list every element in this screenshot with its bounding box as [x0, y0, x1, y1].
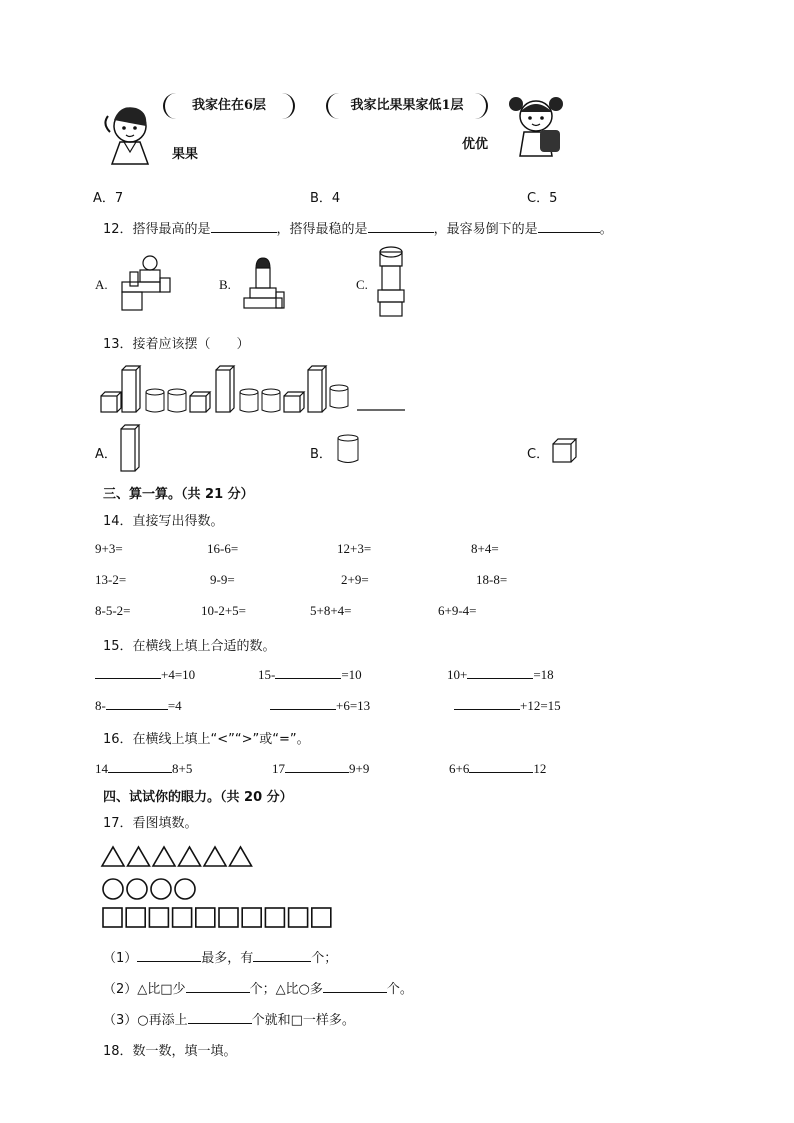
q12-text-b: ，搭得最稳的是 [276, 222, 368, 237]
bubble-right-text: 我家比果果家低1层 [350, 98, 464, 113]
q16-a-right: 8+5 [172, 761, 193, 776]
circle-shape [151, 879, 171, 899]
q16-c-right: 12 [533, 761, 547, 776]
q13-option-b-label: B． [310, 447, 332, 462]
q17-title: 17．看图填数。 [103, 816, 198, 831]
q14-r3-c3: 5+8+4= [310, 603, 352, 618]
q14-r1-c3: 12+3= [337, 541, 372, 556]
q17-p1-blank-1[interactable] [137, 949, 201, 962]
triangle-shape [204, 847, 226, 866]
q15-e-blank[interactable] [270, 697, 336, 710]
q14-r3-c2: 10-2+5= [201, 603, 246, 618]
q12-answer-blank-1[interactable] [211, 220, 277, 233]
q15-b-blank[interactable] [275, 666, 341, 679]
q12-label-b: B. [219, 277, 231, 292]
bubble-left-text: 我家住在6层 [191, 98, 267, 113]
q12-text-a: 12．搭得最高的是 [103, 222, 211, 237]
square-shape [126, 908, 145, 927]
q17-part-1 [103, 947, 337, 966]
triangle-shape [128, 847, 150, 866]
square-shape [242, 908, 261, 927]
triangle-shape [230, 847, 252, 866]
triangle-shape [102, 847, 124, 866]
name-youyou: 优优 [462, 137, 489, 152]
q15-b-left: 15- [258, 667, 276, 682]
q12-question [103, 218, 613, 237]
q16-b-right: 9+9 [349, 761, 370, 776]
q12-label-a: A. [95, 277, 108, 292]
shape-counting-figure [100, 845, 360, 937]
q16-item-a [95, 760, 192, 777]
q16-item-b [272, 760, 369, 777]
q17-part-2 [103, 978, 413, 997]
q12-text-d: 。 [599, 222, 613, 237]
q15-e-right: +6=13 [336, 698, 371, 713]
q17-p3-blank[interactable] [188, 1011, 252, 1024]
q12-answer-blank-2[interactable] [368, 220, 434, 233]
q15-item-d [95, 697, 182, 714]
q12-answer-blank-3[interactable] [538, 220, 600, 233]
q17-p2-c: 个。 [386, 982, 413, 997]
q14-r2-c3: 2+9= [341, 572, 369, 587]
triangle-shape [179, 847, 201, 866]
square-shape [289, 908, 308, 927]
q17-p2-blank-2[interactable] [323, 980, 387, 993]
q15-a-blank[interactable] [95, 666, 161, 679]
square-shape [173, 908, 192, 927]
q16-a-blank[interactable] [108, 760, 172, 773]
square-shape [103, 908, 122, 927]
q17-p3-b: 个就和□一样多。 [251, 1013, 355, 1028]
q14-r3-c4: 6+9-4= [438, 603, 477, 618]
q16-item-c [449, 760, 546, 777]
q15-d-blank[interactable] [106, 697, 168, 710]
cube-icon [552, 438, 578, 464]
q15-item-c [447, 666, 554, 683]
q18-title: 18．数一数，填一填。 [103, 1044, 237, 1059]
name-guoguo: 果果 [172, 147, 199, 162]
q15-item-a [95, 666, 195, 683]
q11-option-b: B．4 [310, 191, 341, 206]
q15-f-blank[interactable] [454, 697, 520, 710]
q15-title: 15．在横线上填上合适的数。 [103, 639, 276, 654]
q15-c-blank[interactable] [467, 666, 533, 679]
q15-d-right: =4 [167, 698, 182, 713]
circle-shape [127, 879, 147, 899]
square-shape [149, 908, 168, 927]
q17-p2-a: （2）△比□少 [103, 982, 186, 997]
q16-title: 16．在横线上填上“<”“>”或“=”。 [103, 732, 310, 747]
tall-cuboid-icon [120, 424, 142, 472]
circle-shape [175, 879, 195, 899]
q16-a-left: 14 [95, 761, 108, 776]
q13-option-a-label: A． [95, 447, 117, 462]
triangle-shape [153, 847, 175, 866]
q14-r1-c2: 16-6= [207, 541, 239, 556]
q15-c-left: 10+ [447, 667, 468, 682]
q14-r1-c4: 8+4= [471, 541, 499, 556]
q16-c-blank[interactable] [469, 760, 533, 773]
cylinder-icon [337, 434, 361, 466]
pattern-sequence [100, 366, 410, 416]
q14-r2-c4: 18-8= [476, 572, 508, 587]
q17-p1-blank-2[interactable] [253, 949, 311, 962]
q17-p2-blank-1[interactable] [186, 980, 250, 993]
speech-bubble-right [326, 93, 488, 119]
square-shape [312, 908, 331, 927]
q16-b-blank[interactable] [285, 760, 349, 773]
q15-item-b [258, 666, 362, 683]
q17-p1-c: 个； [311, 951, 338, 966]
q17-part-3 [103, 1009, 355, 1028]
q17-p2-b: 个；△比○多 [249, 982, 323, 997]
q17-p1-a: （1） [103, 951, 138, 966]
block-structure-c [376, 246, 410, 320]
q15-item-e [270, 697, 370, 714]
q17-p3-a: （3）○再添上 [103, 1013, 188, 1028]
q12-label-c: C. [356, 277, 368, 292]
girl-guoguo-illustration [100, 98, 160, 168]
q14-title: 14．直接写出得数。 [103, 514, 224, 529]
q14-r2-c2: 9-9= [210, 572, 235, 587]
q14-r2-c1: 13-2= [95, 572, 127, 587]
section-4-heading: 四、试试你的眼力。（共 20 分） [103, 790, 293, 805]
square-shape [219, 908, 238, 927]
section-3-heading: 三、算一算。（共 21 分） [103, 487, 254, 502]
q11-option-c: C．5 [527, 191, 558, 206]
q15-d-left: 8- [95, 698, 106, 713]
q15-b-right: =10 [341, 667, 362, 682]
q16-c-left: 6+6 [449, 761, 470, 776]
q16-b-left: 17 [272, 761, 285, 776]
q12-text-c: ，最容易倒下的是 [433, 222, 538, 237]
q13-option-c-label: C． [527, 447, 550, 462]
q14-r3-c1: 8-5-2= [95, 603, 131, 618]
q15-c-right: =18 [533, 667, 554, 682]
square-shape [265, 908, 284, 927]
circle-shape [103, 879, 123, 899]
square-shape [196, 908, 215, 927]
q11-option-a: A．7 [93, 191, 124, 206]
q15-a-right: +4=10 [161, 667, 196, 682]
q13-question: 13．接着应该摆（ ） [103, 337, 250, 352]
q17-p1-b: 最多，有 [201, 951, 254, 966]
q14-r1-c1: 9+3= [95, 541, 123, 556]
block-structure-b [240, 252, 288, 312]
speech-bubble-left [163, 93, 295, 119]
q15-f-right: +12=15 [520, 698, 561, 713]
q15-item-f [454, 697, 561, 714]
girl-youyou-illustration [506, 92, 566, 162]
block-structure-a [120, 256, 172, 316]
